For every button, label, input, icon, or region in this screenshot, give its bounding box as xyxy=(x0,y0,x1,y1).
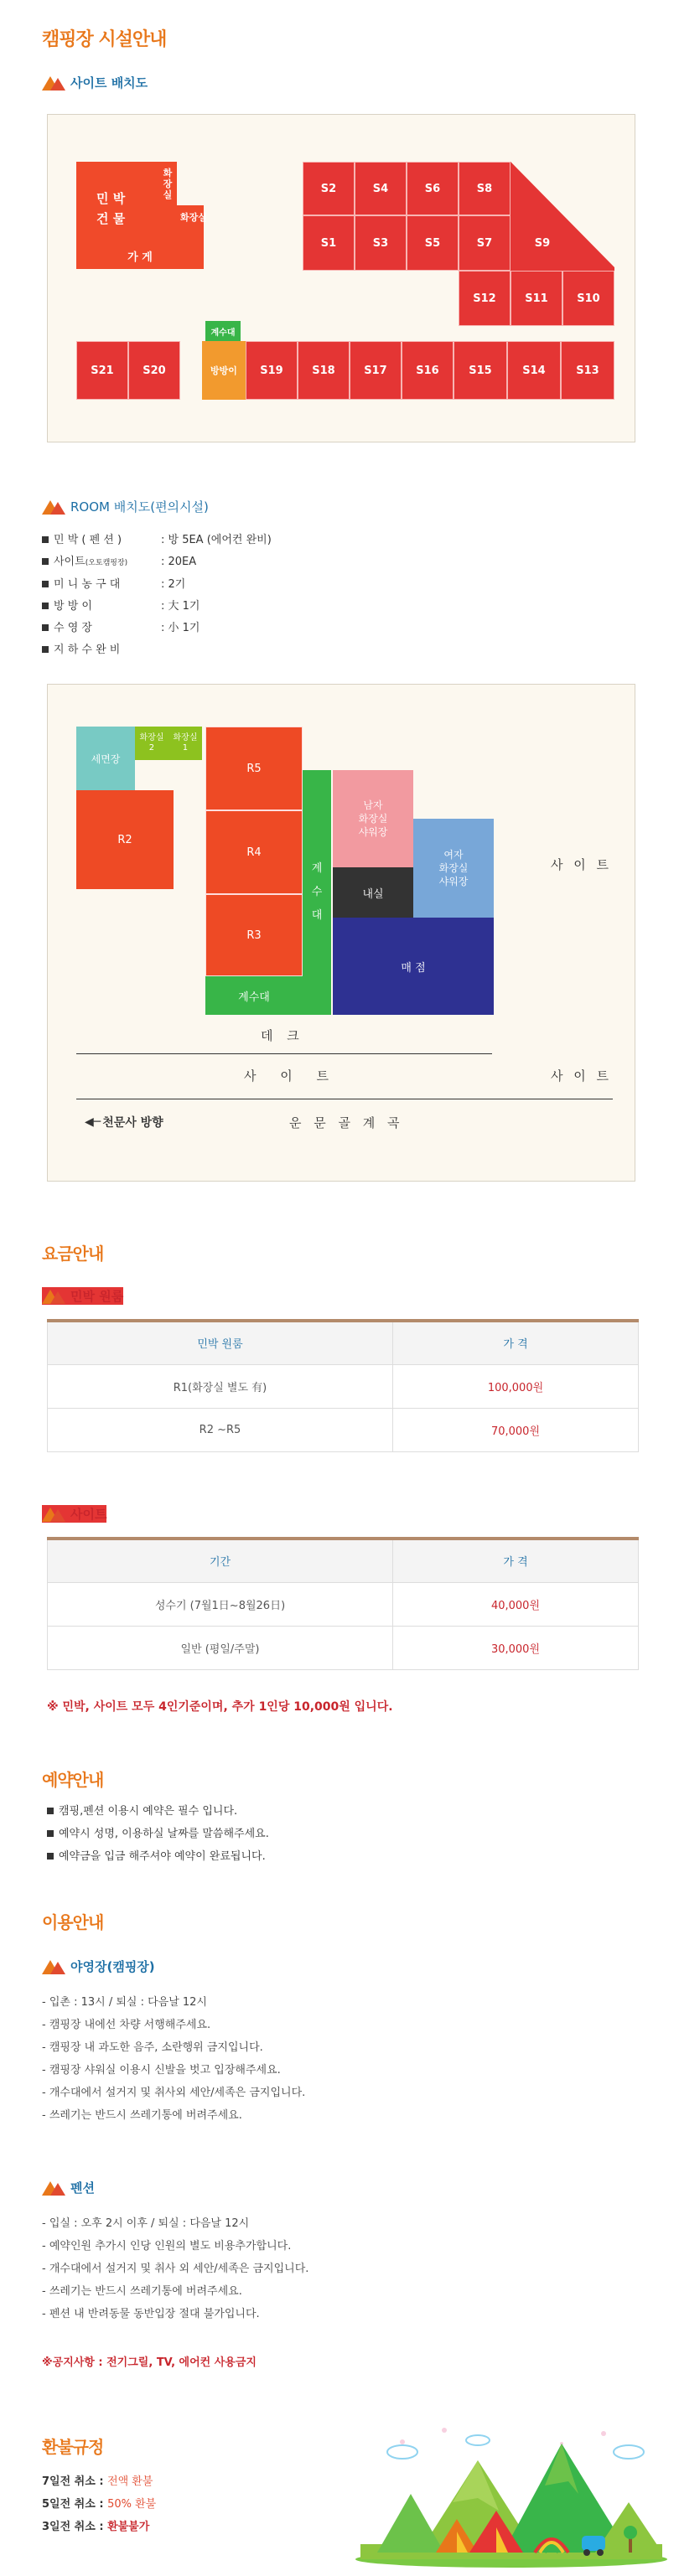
women-restroom: 여자 화장실 샤워장 xyxy=(413,819,494,918)
tent-icon xyxy=(42,1959,65,1974)
facility-item: 방 방 이 : 大 1기 xyxy=(42,596,272,618)
site-fee-heading xyxy=(42,1505,106,1523)
site-s21[interactable]: S21 xyxy=(76,341,128,400)
restroom2-block: 화장실 2 xyxy=(135,727,168,760)
tent-icon xyxy=(42,2180,65,2196)
arrow-left-icon: ◀─ xyxy=(85,1115,101,1129)
site-label-right2: 사 이 트 xyxy=(551,1068,613,1084)
camping-rules xyxy=(42,1991,305,2127)
table-row: R1(화장실 별도 有) 100,000원 xyxy=(48,1364,639,1408)
camping-illustration xyxy=(352,2418,671,2569)
direction-label: ◀─ 천문사 방향 xyxy=(85,1115,163,1130)
list-item: - 펜션 내 반려동물 동반입장 절대 불가입니다. xyxy=(42,2308,260,2320)
site-s9[interactable]: S9 xyxy=(534,236,551,250)
site-map-heading-label: 사이트 배치도 xyxy=(70,75,148,91)
room-r4[interactable]: R4 xyxy=(205,810,303,894)
page-title: 캠핑장 시설안내 xyxy=(42,29,167,50)
list-item: - 쓰레기는 반드시 쓰레기통에 버려주세요. xyxy=(42,2109,242,2122)
minbak-fee-heading xyxy=(42,1287,123,1305)
men-restroom: 남자 화장실 샤워장 xyxy=(333,770,413,867)
tent-icon xyxy=(42,75,65,91)
room-map-heading-label: ROOM 배치도(편의시설) xyxy=(70,499,209,515)
site-s11[interactable]: S11 xyxy=(511,271,562,326)
list-item: 3일전 취소 : 환불불가 xyxy=(42,2521,150,2533)
list-item: 예약금을 입금 해주셔야 예약이 완료됩니다. xyxy=(47,1845,269,1868)
usage-notice: ※공지사항 : 전기그릴, TV, 에어컨 사용금지 xyxy=(42,2356,257,2369)
fee-note: ※ 민박, 사이트 모두 4인기준이며, 추가 1인당 10,000원 입니다. xyxy=(47,1700,393,1714)
site-label-right1: 사 이 트 xyxy=(551,857,613,872)
list-item: 예약시 성명, 이용하실 날짜를 말씀해주세요. xyxy=(47,1823,269,1845)
refund-heading: 환불규정 xyxy=(42,2437,104,2457)
table-header: 가 격 xyxy=(393,1539,639,1582)
table-header: 민박 원룸 xyxy=(48,1321,393,1364)
site-s12[interactable]: S12 xyxy=(459,271,511,326)
tent-icon xyxy=(42,1289,65,1304)
list-item: - 예약인원 추가시 인당 인원의 별도 비용추가합니다. xyxy=(42,2240,292,2253)
room-map-heading xyxy=(42,498,209,515)
pension-heading-label: 펜션 xyxy=(70,2180,95,2196)
bangbang-block: 방방이 xyxy=(202,341,246,400)
list-item: 캠핑,펜션 이용시 예약은 필수 입니다. xyxy=(47,1800,269,1823)
table-row: 성수기 (7월1日~8월26日) 40,000원 xyxy=(48,1582,639,1626)
facility-item: 민 박 ( 펜 션 ) : 방 5EA (에어컨 완비) xyxy=(42,530,272,551)
pension-heading xyxy=(42,2179,95,2196)
gyesu-vertical: 계 수 대 xyxy=(303,770,331,1015)
site-s6[interactable]: S6 xyxy=(407,162,459,215)
site-label-center: 사 이 트 xyxy=(244,1068,340,1084)
room-map-panel xyxy=(47,684,635,1182)
room-r5[interactable]: R5 xyxy=(205,727,303,810)
gage-block xyxy=(76,242,204,269)
facility-item: 미 니 농 구 대 : 2기 xyxy=(42,574,272,596)
store-block: 매 점 xyxy=(333,918,494,1015)
room-r2[interactable]: R2 xyxy=(76,790,174,889)
site-s15[interactable]: S15 xyxy=(454,341,507,400)
site-s10[interactable]: S10 xyxy=(562,271,614,326)
list-item: - 개수대에서 설거지 및 취사외 세안/세족은 금지입니다. xyxy=(42,2087,306,2099)
list-item: - 입촌 : 13시 / 퇴실 : 다음날 12시 xyxy=(42,1996,207,2009)
restroom-label: 화장실 xyxy=(180,212,207,223)
table-row: R2 ~R5 70,000원 xyxy=(48,1408,639,1451)
gage-label: 가 게 xyxy=(127,251,153,264)
site-s16[interactable]: S16 xyxy=(402,341,454,400)
list-item: - 캠핑장 내에선 차량 서행해주세요. xyxy=(42,2019,211,2031)
list-item: 7일전 취소 : 전액 환불 xyxy=(42,2475,153,2488)
pension-rules xyxy=(42,2212,308,2325)
camping-heading-label: 야영장(캠핑장) xyxy=(70,1959,155,1974)
tent-icon xyxy=(42,1507,65,1522)
site-s17[interactable]: S17 xyxy=(350,341,402,400)
refund-list xyxy=(42,2470,156,2538)
site-price-table xyxy=(47,1537,639,1670)
list-item: - 개수대에서 설거지 및 취사 외 세안/세족은 금지입니다. xyxy=(42,2263,309,2275)
minbak-label: 민 박 건 물 xyxy=(96,191,126,226)
site-s5[interactable]: S5 xyxy=(407,215,459,271)
site-s8[interactable]: S8 xyxy=(459,162,511,215)
facility-item: 수 영 장 : 小 1기 xyxy=(42,618,272,639)
deck-label: 데 크 xyxy=(261,1028,304,1043)
minbak-price-table xyxy=(47,1319,639,1452)
site-map-panel xyxy=(47,114,635,442)
fees-heading: 요금안내 xyxy=(42,1244,104,1264)
site-s4[interactable]: S4 xyxy=(355,162,407,215)
table-header: 가 격 xyxy=(393,1321,639,1364)
table-header: 기간 xyxy=(48,1539,393,1582)
site-s7[interactable]: S7 xyxy=(459,215,511,271)
site-map-heading xyxy=(42,74,148,91)
table-row: 일반 (평일/주말) 30,000원 xyxy=(48,1626,639,1669)
restroom1-block: 화장실 1 xyxy=(168,727,202,760)
facility-list xyxy=(42,530,272,661)
naesil-block: 내실 xyxy=(333,867,413,918)
facility-item: 사이트(오토캠핑장) : 20EA xyxy=(42,551,272,574)
list-item: 5일전 취소 : 50% 환불 xyxy=(42,2498,157,2511)
valley-label: 운 문 골 계 곡 xyxy=(289,1115,404,1130)
camping-heading xyxy=(42,1958,155,1975)
gyesu-block: 계수대 xyxy=(205,321,241,341)
site-s13[interactable]: S13 xyxy=(561,341,614,400)
restroom-vertical: 화 장 실 xyxy=(158,162,177,205)
minbak-fee-heading-label: 민박 원룸 xyxy=(70,1289,124,1304)
site-s3[interactable]: S3 xyxy=(355,215,407,271)
facility-item: 지 하 수 완 비 xyxy=(42,639,272,661)
site-s1[interactable]: S1 xyxy=(303,215,355,271)
usage-heading: 이용안내 xyxy=(42,1912,104,1932)
list-item: - 입실 : 오후 2시 이후 / 퇴실 : 다음날 12시 xyxy=(42,2217,250,2230)
site-s20[interactable]: S20 xyxy=(128,341,180,400)
list-item: - 캠핑장 내 과도한 음주, 소란행위 금지입니다. xyxy=(42,2041,263,2054)
site-s14[interactable]: S14 xyxy=(507,341,561,400)
site-fee-heading-label: 사이트 xyxy=(70,1507,107,1522)
site-s19[interactable]: S19 xyxy=(246,341,298,400)
room-r3[interactable]: R3 xyxy=(205,894,303,976)
site-s2[interactable]: S2 xyxy=(303,162,355,215)
list-item: - 쓰레기는 반드시 쓰레기통에 버려주세요. xyxy=(42,2285,242,2298)
site-s18[interactable]: S18 xyxy=(298,341,350,400)
deck-line xyxy=(76,1053,492,1054)
gyesu-bottom: 계수대 xyxy=(205,976,303,1015)
tent-icon xyxy=(42,499,65,515)
list-item: - 캠핑장 샤워실 이용시 신발을 벗고 입장해주세요. xyxy=(42,2064,281,2077)
sink-block: 세면장 xyxy=(76,727,135,790)
reservation-heading: 예약안내 xyxy=(42,1770,104,1790)
reservation-list xyxy=(47,1800,269,1868)
